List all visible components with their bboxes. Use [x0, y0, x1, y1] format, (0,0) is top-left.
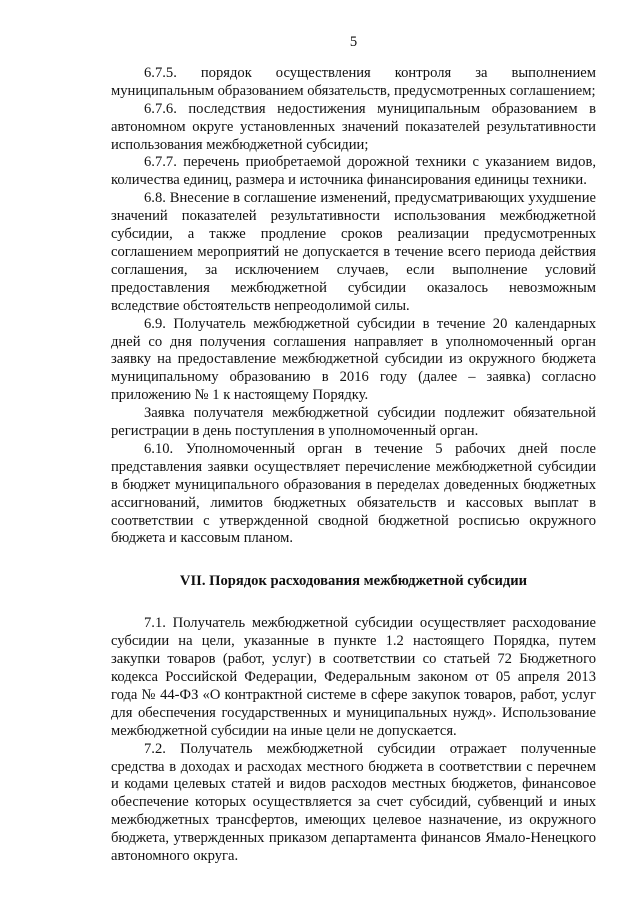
section-heading: VII. Порядок расходования межбюджетной субсидии [179, 573, 528, 590]
paragraph-6-8: 6.8. Внесение в соглашение изменений, предусматривающих ухудшение значений показателей результативности использования межбюджетной субсидии, а также продление сроков реализации предусмотренных соглашением мероприятий не допускается в течение всего периода действия соглашения, за исключением случаев, если выполнение условий предоставления межбюджетной субсидии оказалось невозможным вследствие обстоятельств непреодолимой силы. [111, 190, 596, 314]
page-number: 5 [349, 34, 358, 50]
paragraph-7-2: 7.2. Получатель межбюджетной субсидии отражает полученные средства в доходах и расходах местного бюджета в соответствии с перечнем и кодами целевых статей и видов расходов местных бюджетов, финансовое обеспечение которых осуществляется за счет субсидий, субвенций и иных межбюджетных трансфертов, имеющих целевое назначение, из окружного бюджета, утвержденных приказом департамента финансов Ямало-Ненецкого автономного округа. [111, 740, 596, 865]
paragraph-6-7-7: 6.7.7. перечень приобретаемой дорожной техники с указанием видов, количества единиц, размера и источника финансирования единицы техники. [111, 154, 596, 189]
paragraph-6-7-6: 6.7.6. последствия недостижения муниципальным образованием в автономном округе установленных значений показателей результативности использования межбюджетной субсидии; [111, 100, 596, 153]
paragraph-6-7-5: 6.7.5. порядок осуществления контроля за выполнением муниципальным образованием обязательств, предусмотренных соглашением; [111, 64, 596, 99]
paragraph-application-registration: Заявка получателя межбюджетной субсидии подлежит обязательной регистрации в день поступления в уполномоченный орган. [111, 405, 596, 440]
paragraph-6-10: 6.10. Уполномоченный орган в течение 5 рабочих дней после представления заявки осуществляет перечисление межбюджетной субсидии в бюджет муниципального образования в переделах доведенных бюджетных ассигнований, лимитов бюджетных обязательств и кассовых выплат в соответствии с утвержденной сводной бюджетной росписью окружного бюджета и кассовым планом. [111, 440, 596, 547]
paragraph-7-1: 7.1. Получатель межбюджетной субсидии осуществляет расходование субсидии на цели, указанные в пункте 1.2 настоящего Порядка, путем закупки товаров (работ, услуг) в соответствии со статьей 72 Бюджетного кодекса Российской Федерации, Федеральным законом от 05 апреля 2013 года № 44-ФЗ «О контрактной системе в сфере закупок товаров, работ, услуг для обеспечения государственных и муниципальных нужд». Использование межбюджетной субсидии на иные цели не допускается. [111, 615, 596, 739]
paragraph-6-9: 6.9. Получатель межбюджетной субсидии в течение 20 календарных дней со дня получения соглашения направляет в уполномоченный орган заявку на предоставление межбюджетной субсидии из окружного бюджета муниципальному образованию в 2016 году (далее – заявка) согласно приложению № 1 к настоящему Порядку. [111, 315, 596, 404]
